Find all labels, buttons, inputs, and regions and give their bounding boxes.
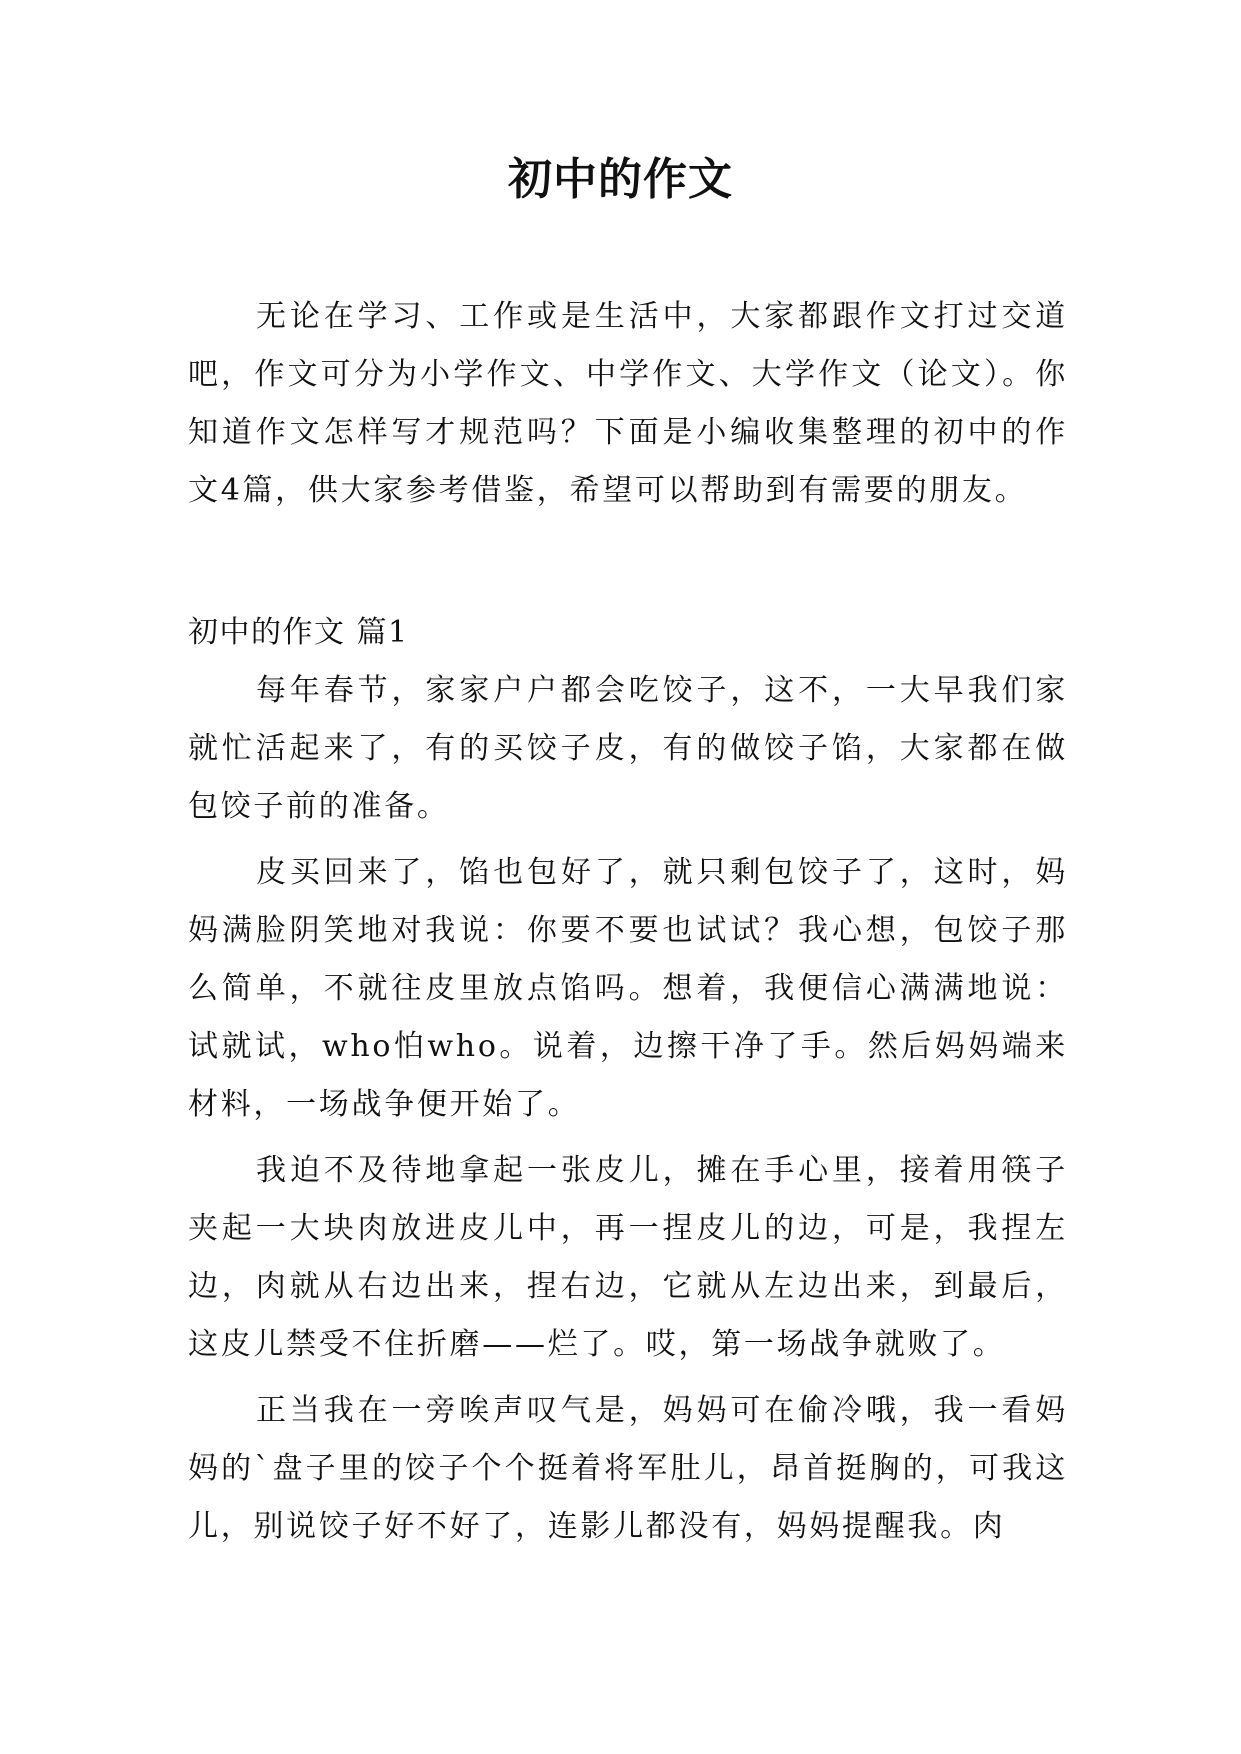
body-paragraph-4: 正当我在一旁唉声叹气是，妈妈可在偷冷哦，我一看妈妈的`盘子里的饺子个个挺着将军肚儿，昂首挺胸的，可我这儿，别说饺子好不好了，连影儿都没有，妈妈提醒我。肉 [188,1393,1068,1544]
document-title: 初中的作文 [508,154,733,205]
document-body [188,288,1068,1564]
body-paragraph-2: 皮买回来了，馅也包好了，就只剩包饺子了，这时，妈妈满脸阴笑地对我说：你要不要也试试？我心想，包饺子那么简单，不就往皮里放点馅吗。想着，我便信心满满地说：试就试，who怕who。说着，边擦干净了手。然后妈妈端来材料，一场战争便开始了。 [188,855,1068,1122]
body-paragraph-1: 每年春节，家家户户都会吃饺子，这不，一大早我们家就忙活起来了，有的买饺子皮，有的做饺子馅，大家都在做包饺子前的准备。 [188,673,1068,824]
section-heading: 初中的作文 篇1 [188,615,409,650]
intro-paragraph: 无论在学习、工作或是生活中，大家都跟作文打过交道吧，作文可分为小学作文、中学作文、大学作文（论文）。你知道作文怎样写才规范吗？下面是小编收集整理的初中的作文4篇，供大家参考借鉴，希望可以帮助到有需要的朋友。 [188,299,1068,508]
body-paragraph-3: 我迫不及待地拿起一张皮儿，摊在手心里，接着用筷子夹起一大块肉放进皮儿中，再一捏皮儿的边，可是，我捏左边，肉就从右边出来，捏右边，它就从左边出来，到最后，这皮儿禁受不住折磨——烂了。哎，第一场战争就败了。 [188,1153,1068,1362]
